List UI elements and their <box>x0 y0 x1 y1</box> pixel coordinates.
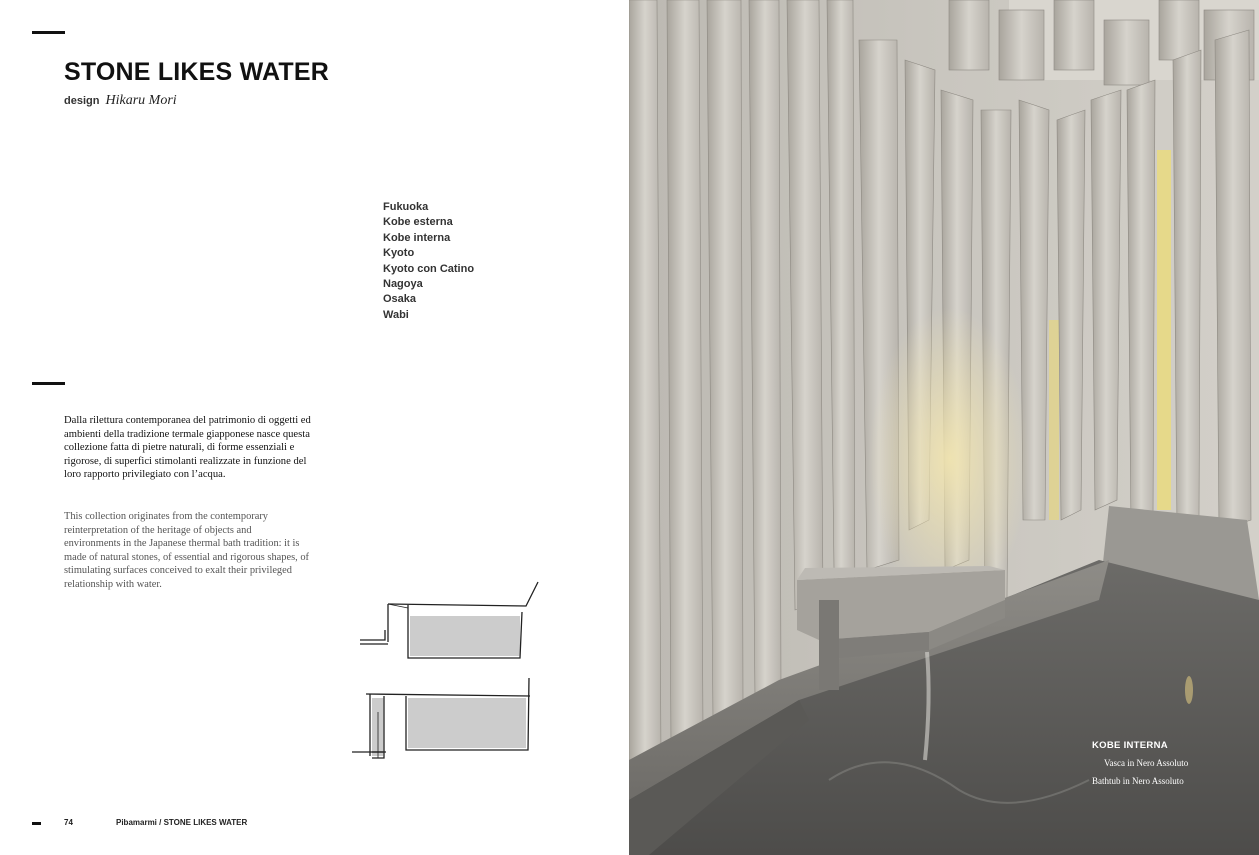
model-item: Fukuoka <box>383 201 429 213</box>
model-item: Wabi <box>383 308 409 321</box>
model-list <box>383 200 474 323</box>
model-item: Kyoto con Catino <box>383 262 475 275</box>
bathroom-photo <box>629 0 1259 855</box>
section-divider-middle <box>32 382 65 385</box>
design-label: design <box>64 95 100 107</box>
model-item: Kobe esterna <box>383 216 453 229</box>
left-page <box>0 0 629 855</box>
caption-english: Bathtub in Nero Assoluto <box>1092 776 1184 786</box>
italian-description: Dalla rilettura contemporanea del patrimonio di oggetti ed ambienti della tradizione termale giapponese nasce questa collezione fatta di pietre naturali, di forme essenziali e rigorose, di superfici stimolanti realizzate in funzione del loro rapporto privilegiato con l’acqua. <box>64 415 311 481</box>
designer-name: Hikaru Mori <box>105 93 177 108</box>
page-number: 74 <box>64 818 73 827</box>
model-item: Osaka <box>383 293 417 306</box>
pencil-sketch-drawings <box>350 578 550 768</box>
running-title: Pibamarmi / STONE LIKES WATER <box>116 818 248 827</box>
caption-title: KOBE INTERNA <box>1092 740 1168 751</box>
sketch-top <box>360 582 538 658</box>
english-description: This collection originates from the contemporary reinterpretation of the heritage of objects and environments in the Japanese thermal bath tradition: it is made of natural stones, of essential and rigorous shapes, of stimulating surfaces conceived to exalt their privileged relationship with water. <box>64 511 309 590</box>
model-item: Nagoya <box>383 278 423 291</box>
section-divider-top <box>32 31 65 34</box>
photo-caption <box>1092 740 1188 786</box>
model-item: Kobe interna <box>383 231 451 244</box>
model-item: Kyoto <box>383 247 415 260</box>
footer-dash <box>32 822 41 825</box>
design-credit <box>64 93 177 109</box>
caption-italian: Vasca in Nero Assoluto <box>1104 758 1189 768</box>
right-page <box>629 0 1259 855</box>
page-title: STONE LIKES WATER <box>64 58 329 86</box>
sketch-bottom <box>352 678 530 758</box>
